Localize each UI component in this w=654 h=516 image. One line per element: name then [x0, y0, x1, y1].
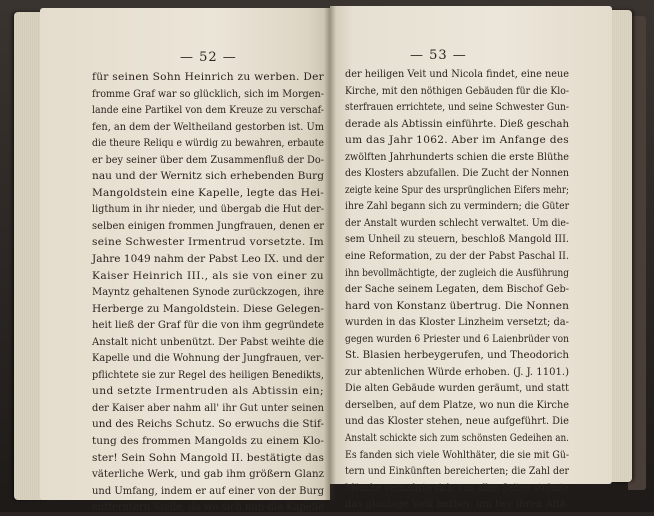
text-line: zur abtenlichen Würde erhoben. (J. J. 1101.)	[345, 365, 569, 378]
text-line: und setzte Irmentruden als Abtissin ein;	[92, 385, 324, 398]
left-page-text	[92, 69, 324, 516]
text-line: tern und Einkünften bereicherten; die Zahl der	[345, 465, 569, 478]
text-line: Mayntz gehaltenen Synode zurückzogen, ihre	[92, 286, 324, 299]
text-line: gegen wurden 6 Priester und 6 Laienbrüder von	[345, 332, 569, 345]
text-line: ligthum in ihr nieder, und übergab die Hut der-	[92, 203, 324, 216]
text-line: Es fanden sich viele Wohlthäter, die sie mit Gü-	[345, 448, 569, 461]
text-line: derade als Abtissin einführte. Dieß geschah	[345, 117, 569, 130]
text-line: sterfrauen errichtete, und seine Schwester Gun-	[345, 101, 569, 114]
text-line: heit ließ der Graf für die von ihm gegründete	[92, 319, 324, 332]
text-line: entferntern Stelle, da wo sich nun die Kapelle	[92, 501, 324, 514]
text-line: und das Kloster stehen, neue aufgeführt. Die	[345, 415, 569, 428]
text-line: hard von Konstanz übertrug. Die Nonnen	[345, 299, 569, 312]
text-line: eine Reformation, zu der der Pabst Paschal II.	[345, 250, 569, 263]
text-line: Kirche, mit den nöthigen Gebäuden für die Klo-	[345, 84, 569, 97]
text-line: Anstalt nicht unbenützt. Der Pabst weihte die	[92, 335, 324, 348]
text-line: wurden in das Kloster Linzheim versetzt; da-	[345, 316, 569, 329]
book-gutter	[324, 6, 336, 500]
text-line: Jahre 1049 nahm der Pabst Leo IX. und der	[92, 253, 324, 266]
text-line: fen, an dem der Weltheiland gestorben ist. Um	[92, 120, 324, 133]
text-line: Kapelle und die Wohnung der Jungfrauen, ver-	[92, 352, 324, 365]
text-line: der Anstalt wurden schlecht verwaltet. Um die-	[345, 216, 569, 229]
text-line: sem Unheil zu steuern, beschloß Mangold III.	[345, 233, 569, 246]
text-line: tung des frommen Mangolds zu einem Klo-	[92, 435, 324, 448]
text-line: des Klosters abzufallen. Die Zucht der Nonnen	[345, 167, 569, 180]
text-line: nau und der Wernitz sich erhebenden Burg	[92, 170, 324, 183]
text-line: ihn bevollmächtigte, der zugleich die Ausführung	[345, 266, 569, 279]
text-line: Die alten Gebäude wurden geräumt, und statt	[345, 382, 569, 395]
text-line: St. Blasien herbeygerufen, und Theodorich	[345, 349, 569, 362]
text-line: Herberge zu Mangoldstein. Diese Gelegen-	[92, 302, 324, 315]
text-line: ihre Zahl begann sich zu vermindern; die Güter	[345, 200, 569, 213]
text-line: Mangoldstein eine Kapelle, legte das Hei-	[92, 186, 324, 199]
text-line: für seinen Sohn Heinrich zu werben. Der	[92, 71, 324, 83]
text-line: und Umfang, indem er auf einer von der Burg	[92, 484, 324, 497]
text-line: Anstalt schickte sich zum schönsten Gedeihen an.	[345, 432, 569, 445]
text-line: der Kaiser aber nahm all' ihr Gut unter seinen	[92, 401, 324, 414]
text-line: der Sache seinem Legaten, dem Bischof Geb-	[345, 283, 569, 296]
text-line: seine Schwester Irmentrud vorsetzte. Im	[92, 236, 324, 249]
text-line: und des Reichs Schutz. So erwuchs die Stif-	[92, 418, 324, 431]
text-line: pflichtete sie zur Regel des heiligen Benedikts,	[92, 368, 324, 381]
text-line: zeigte keine Spur des ursprünglichen Eifers mehr;	[345, 183, 569, 196]
text-line: um das Jahr 1062. Aber im Anfange des	[345, 134, 569, 147]
text-line: Kaiser Heinrich III., als sie von einer zu	[92, 269, 324, 282]
left-page-number: — 52 —	[180, 50, 237, 65]
right-page-text	[345, 66, 569, 513]
text-line: fromme Graf war so glücklich, sich im Morgen-	[92, 87, 324, 100]
text-line: ster! Sein Sohn Mangold II. bestätigte das	[92, 451, 324, 464]
text-line: derselben, auf dem Platze, wo nun die Kirche	[345, 398, 569, 411]
text-line: der heiligen Veit und Nicola findet, eine neue	[345, 68, 569, 80]
text-line: zwölften Jahrhunderts schien die erste Blüthe	[345, 150, 569, 163]
text-line: lande eine Partikel von dem Kreuze zu verschaf-	[92, 104, 324, 117]
text-line: die theure Reliqu e würdig zu bewahren, erbaute	[92, 137, 324, 150]
text-line: Mönche vermehrte sich; von allen Seiten strömte	[345, 481, 569, 494]
text-line: er bey seiner über dem Zusammenfluß der Do-	[92, 153, 324, 166]
right-page-number: — 53 —	[410, 48, 467, 63]
text-line: selben einigen frommen Jungfrauen, denen er	[92, 219, 324, 232]
text-line: das glaubige Volk herbey, um bey ihren Altä-	[345, 498, 569, 511]
text-line: väterliche Werk, und gab ihm größern Glanz	[92, 468, 324, 481]
